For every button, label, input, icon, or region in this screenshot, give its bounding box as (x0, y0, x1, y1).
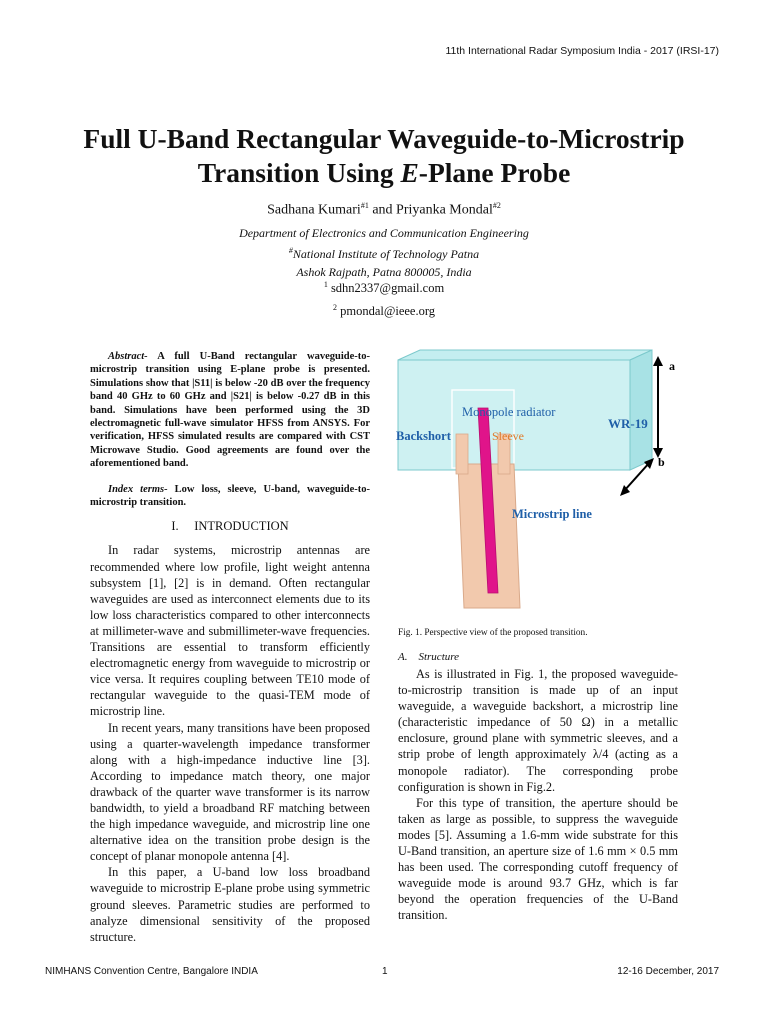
intro-paragraph-1: In radar systems, microstrip antennas are recommended where low profile, light weight antenna subsystem [1], [2] is in demand. Often rectangular waveguides are used as interconnect elements due to its low loss characteristics compared to other interconnects at millimeter-wave and submillimeter-wave frequencies. Transitions are essential to transform efficiently electromagnetic energy from waveguide to microstrip or vice versa. It requires coupling between TE10 mode of rectangular waveguide to the quasi-TEM mode of microstrip line. (90, 543, 370, 719)
figure-caption: Fig. 1. Perspective view of the proposed transition. (398, 628, 588, 638)
label-backshort: Backshort (396, 429, 451, 443)
intro-paragraph-3: In this paper, a U-band low loss broadband waveguide to microstrip E-plane probe using symmetric ground sleeves. Parametric studies are performed to analyze dimensional sensitivity of the proposed structure. (90, 865, 370, 944)
intro-paragraph-2: In recent years, many transitions have been proposed using a quarter-wavelength impedance transformer along with a high-impedance inductive line [3]. According to impedance match theory, one major drawback of the quarter wave transformer is its narrow bandwidth, to yield a broadband RF matching between the high impedance waveguide, and microstrip line one alternative idea on the transition probe design is the concept of planar monopole antenna [4]. (90, 720, 370, 864)
subsection-heading-structure: A. Structure (398, 651, 459, 663)
address: Ashok Rajpath, Patna 800005, India (296, 265, 472, 279)
affiliation (0, 224, 768, 281)
right-column (398, 651, 678, 924)
paper-title (60, 122, 708, 190)
department: Department of Electronics and Communication Engineering (239, 226, 529, 240)
label-b: b (658, 455, 665, 469)
label-wr19: WR-19 (608, 416, 648, 431)
title-line-2: Transition Using E-Plane Probe (197, 157, 571, 188)
sleeve-left (456, 434, 468, 474)
authors: Sadhana Kumari$^{\#1}$ and Priyanka Mondal$^{\#2}$ (267, 201, 501, 218)
footer-date: 12-16 December, 2017 (617, 966, 719, 977)
footer-venue: NIMHANS Convention Centre, Bangalore INDIA (45, 966, 258, 977)
email-1: $^1$ sdhn2337@gmail.com (323, 280, 445, 296)
abstract: Abstract- A full U-Band rectangular waveguide-to-microstrip transition using E-plane probe is presented. Simulations show that |S11| is below -20 dB over the frequency band 40 GHz to 60 GHz and |S21| is below -0.27 dB in this band. Simulations have been performed using the 3D electromagnetic full-wave simulator HFSS from ANSYS. For verification, HFSS simulated results are compared with CST Microwave Studio. Good agreements are found over the aforementioned band. (90, 351, 370, 470)
section-heading-introduction: I. INTRODUCTION (171, 519, 289, 534)
institute: #National Institute of Technology Patna (288, 246, 480, 261)
running-header: 11th International Radar Symposium India - 2017 (IRSI-17) (445, 45, 719, 57)
figure-1-diagram (392, 348, 692, 618)
label-sleeve: Sleeve (492, 429, 524, 443)
structure-paragraph-2: For this type of transition, the aperture should be taken as large as possible, to suppress the waveguide modes [5]. Assuming a 1.6-mm wide substrate for this U-Band transition, an aperture size of 1.6 mm × 0.5 mm has been used. The corresponding cutoff frequency of waveguide mode is around 93.7 GHz, which is far beyond the operation frequencies of the U-Band transition. (398, 795, 678, 923)
index-terms: Index terms- Low loss, sleeve, U-band, waveguide-to-microstrip transition. (90, 483, 370, 509)
label-monopole-radiator: Monopole radiator (462, 405, 556, 419)
structure-paragraph-1: As is illustrated in Fig. 1, the proposed waveguide-to-microstrip transition is made up of an input waveguide, a waveguide backshort, a microstrip line (characteristic impedance of 50 Ω) in a metallic enclosure, ground plane with symmetric sleeves, and a strip probe of length approximately λ/4 (acting as a monopole radiator). The corresponding probe configuration is shown in Fig.2. (398, 667, 678, 794)
waveguide-side-face (630, 350, 652, 470)
left-column (90, 350, 370, 945)
label-a: a (669, 359, 675, 373)
email-2: $^2$ pmondal@ieee.org (332, 303, 436, 319)
label-microstrip-line: Microstrip line (512, 507, 592, 521)
title-line-1: Full U-Band Rectangular Waveguide-to-Microstrip (83, 123, 685, 154)
page-number: 1 (382, 966, 388, 977)
arrowhead-a-top (653, 356, 663, 366)
waveguide-top-face (398, 350, 652, 360)
